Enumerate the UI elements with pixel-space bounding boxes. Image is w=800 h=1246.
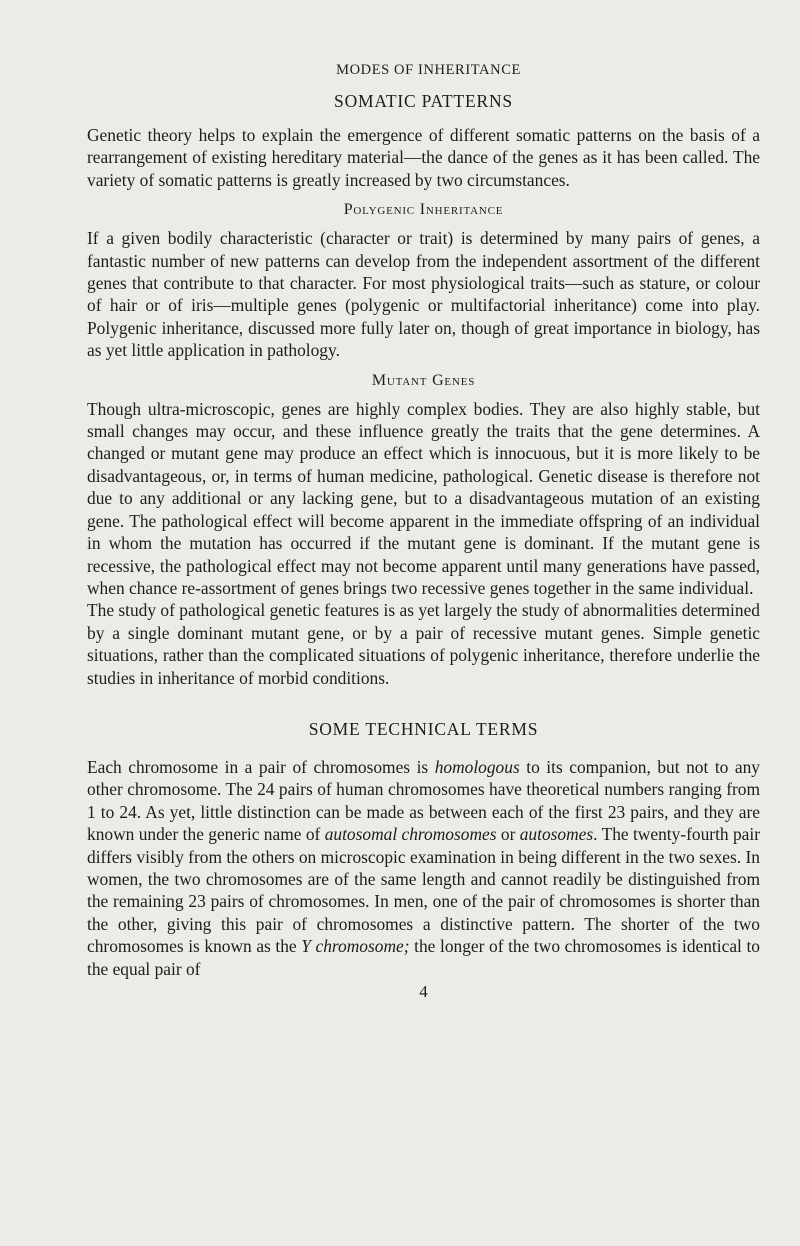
text-run: Each chromosome in a pair of chromosomes is xyxy=(87,756,435,777)
term-autosomal-chromosomes: autosomal chromosomes xyxy=(324,824,497,845)
paragraph-mutant-2: The study of pathological genetic features is as yet largely the study of abnormalities determined by a single dominant mutant gene, or by a pair of recessive mutant genes. Simple genetic situations, rather than the complicated situations of polygenic inheritance, therefore underlie the studies in inheritance of morbid conditions. xyxy=(87,600,760,688)
subheading-polygenic-inheritance: Polygenic Inheritance xyxy=(343,201,504,219)
paragraph-polygenic: If a given bodily characteristic (character or trait) is determined by many pairs of genes, a fantastic number of new patterns can develop from the independent assortment of the different genes that contribute to that character. For most physiological traits—such as stature, or colour of hair or of iris—multiple genes (polygenic or multifactorial inheritance) come into play. Polygenic inheritance, discussed more fully later on, though of great importance in biology, has as yet little application in pathology. xyxy=(87,228,760,361)
paragraph-technical-terms xyxy=(87,756,760,980)
text-run: to its companion, but not to any other chromosome. The 24 pairs of human chromosomes have theoretical numbers ranging from 1 to 24. As yet, little distinction can be made as between each of the first 23 pairs, and they are known under the generic name of xyxy=(87,756,760,845)
section-heading-technical-terms: SOME TECHNICAL TERMS xyxy=(308,718,539,739)
term-autosomes: autosomes xyxy=(519,824,594,845)
paragraph-intro: Genetic theory helps to explain the emergence of different somatic patterns on the basis of a rearrangement of existing hereditary material—the dance of the genes as it has been called. The variety of somatic patterns is greatly increased by two circumstances. xyxy=(87,125,760,190)
running-head: MODES OF INHERITANCE xyxy=(336,62,521,78)
text-run: or xyxy=(496,824,520,845)
subheading-mutant-genes: Mutant Genes xyxy=(371,371,476,389)
text-run: the longer of the two chromosomes is identical to the equal pair of xyxy=(87,936,760,979)
term-y-chromosome: Y chromosome; xyxy=(301,936,410,957)
term-homologous: homologous xyxy=(434,756,520,777)
paragraph-mutant-1: Though ultra-microscopic, genes are highly complex bodies. They are also highly stable, but small changes may occur, and these influence greatly the traits that the gene determines. A changed or mutant gene may produce an effect which is innocuous, but it is more likely to be disadvantageous, or, in terms of human medicine, pathological. Genetic disease is therefore not due to any additional or any lacking gene, but to a disadvantageous mutation of an existing gene. The pathological effect will become apparent in the immediate offspring of an individual in whom the mutation has occurred if the mutant gene is dominant. If the mutant gene is recessive, the pathological effect may not become apparent until many generations have passed, when chance re-assortment of genes brings two recessive genes together in the same individual. xyxy=(87,398,761,598)
text-run: . The twenty-fourth pair differs visibly from the others on microscopic examination in being different in the two sexes. In women, the two chromosomes are of the same length and cannot readily be distinguished from the remaining 23 pairs of chromosomes. In men, one of the pair of chromosomes is shorter than the other, giving this pair of chromosomes a distinctive pattern. The shorter of the two chromosomes is known as the xyxy=(87,824,760,957)
page-number: 4 xyxy=(419,982,428,1001)
section-heading-somatic-patterns: SOMATIC PATTERNS xyxy=(334,91,513,111)
